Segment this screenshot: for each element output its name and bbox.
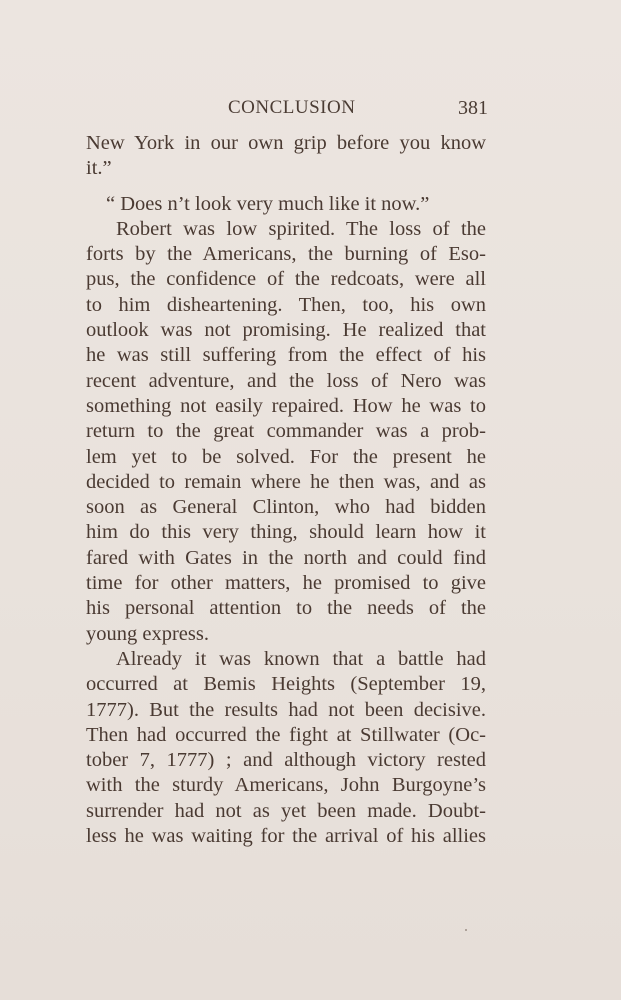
text-line: his personal attention to the needs of the (86, 597, 486, 620)
page-number: 381 (458, 97, 488, 119)
text-line: decided to remain where he then was, and as (86, 470, 486, 493)
text-line: with the sturdy Americans, John Burgoyne’s (86, 774, 486, 797)
text-line: recent adventure, and the loss of Nero was (86, 369, 486, 392)
text-line: Already it was known that a battle had (116, 647, 486, 670)
text-line: “ Does n’t look very much like it now.” (106, 192, 430, 215)
text-line: he was still suffering from the effect of his (86, 344, 486, 367)
text-line: to him disheartening. Then, too, his own (86, 293, 486, 316)
text-line: forts by the Americans, the burning of Eso- (86, 243, 486, 266)
text-line: soon as General Clinton, who had bidden (86, 496, 486, 519)
text-line: Then had occurred the fight at Stillwater (Oc- (86, 723, 486, 746)
text-line: something not easily repaired. How he was to (86, 394, 486, 417)
text-line: surrender had not as yet been made. Doubt- (86, 799, 486, 822)
paper-speck (465, 929, 467, 931)
text-line: tober 7, 1777) ; and although victory rested (86, 749, 486, 772)
text-line: 1777). But the results had not been decisive. (86, 698, 486, 721)
text-line: outlook was not promising. He realized that (86, 319, 486, 342)
text-line: New York in our own grip before you know (86, 132, 486, 154)
text-line: occurred at Bemis Heights (September 19, (86, 673, 486, 696)
body-text (86, 131, 486, 849)
text-line: young express. (86, 622, 209, 645)
text-line: lem yet to be solved. For the present he (86, 445, 486, 468)
page-header (228, 97, 488, 127)
text-line: return to the great commander was a prob- (86, 420, 486, 443)
running-head: CONCLUSION (228, 97, 356, 118)
text-line: Robert was low spirited. The loss of the (116, 217, 486, 240)
text-line: him do this very thing, should learn how it (86, 521, 486, 544)
text-line: time for other matters, he promised to give (86, 572, 486, 595)
text-line: less he was waiting for the arrival of his allies (86, 825, 486, 848)
text-line: it.” (86, 157, 112, 180)
text-line: fared with Gates in the north and could find (86, 546, 486, 569)
text-line: pus, the confidence of the redcoats, were all (86, 268, 486, 291)
